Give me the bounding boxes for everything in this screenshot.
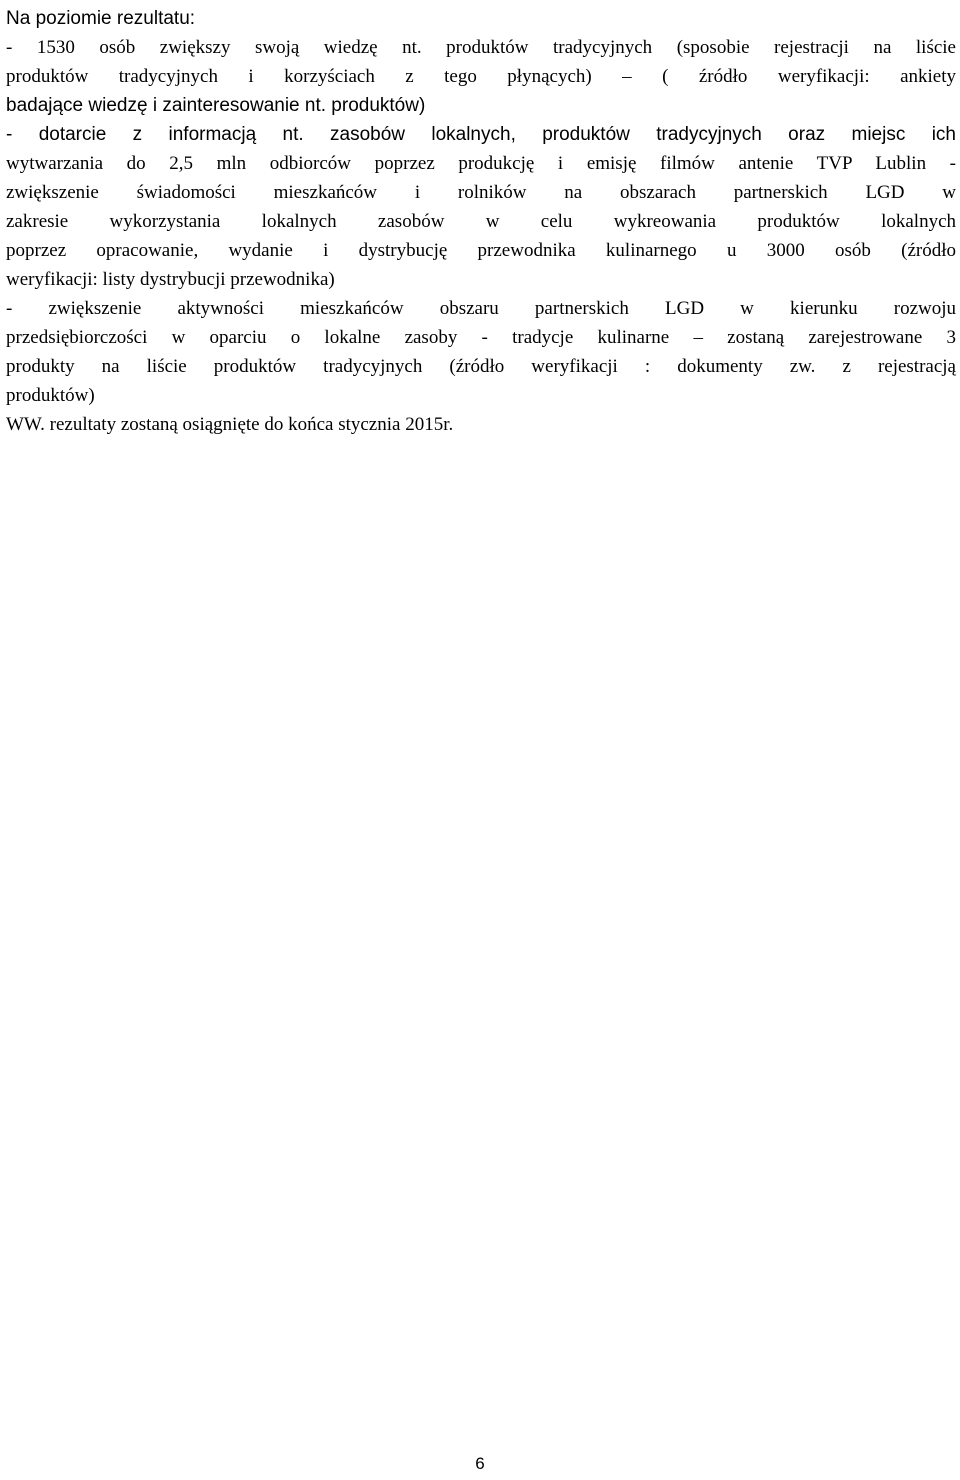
closing-line: WW. rezultaty zostaną osiągnięte do końca stycznia 2015r.: [6, 414, 454, 435]
text-line: - 1530 osób zwiększy swoją wiedzę nt. produktów tradycyjnych (sposobie rejestracji na liście: [6, 37, 956, 58]
text-line: produkty na liście produktów tradycyjnych (źródło weryfikacji : dokumenty zw. z rejestracją: [6, 356, 956, 377]
text-line: zwiększenie świadomości mieszkańców i rolników na obszarach partnerskich LGD w: [6, 182, 956, 203]
text-line: wytwarzania do 2,5 mln odbiorców poprzez produkcję i emisję filmów antenie TVP Lublin -: [6, 153, 956, 174]
text-line: produktów tradycyjnych i korzyściach z tego płynących) – ( źródło weryfikacji: ankiety: [6, 66, 956, 87]
text-line: weryfikacji: listy dystrybucji przewodnika): [6, 269, 335, 290]
text-line: przedsiębiorczości w oparciu o lokalne zasoby - tradycje kulinarne – zostaną zarejestrowane 3: [6, 327, 956, 348]
section-heading: Na poziomie rezultatu:: [6, 8, 196, 29]
text-line: badające wiedzę i zainteresowanie nt. produktów): [6, 95, 426, 116]
text-line: produktów): [6, 385, 95, 406]
page-number: 6: [475, 1454, 485, 1473]
document-body: [6, 4, 956, 439]
text-line: - dotarcie z informacją nt. zasobów lokalnych, produktów tradycyjnych oraz miejsc ich: [6, 124, 956, 145]
text-line: poprzez opracowanie, wydanie i dystrybucję przewodnika kulinarnego u 3000 osób (źródło: [6, 240, 956, 261]
text-line: zakresie wykorzystania lokalnych zasobów w celu wykreowania produktów lokalnych: [6, 211, 956, 232]
text-line: - zwiększenie aktywności mieszkańców obszaru partnerskich LGD w kierunku rozwoju: [6, 298, 956, 319]
